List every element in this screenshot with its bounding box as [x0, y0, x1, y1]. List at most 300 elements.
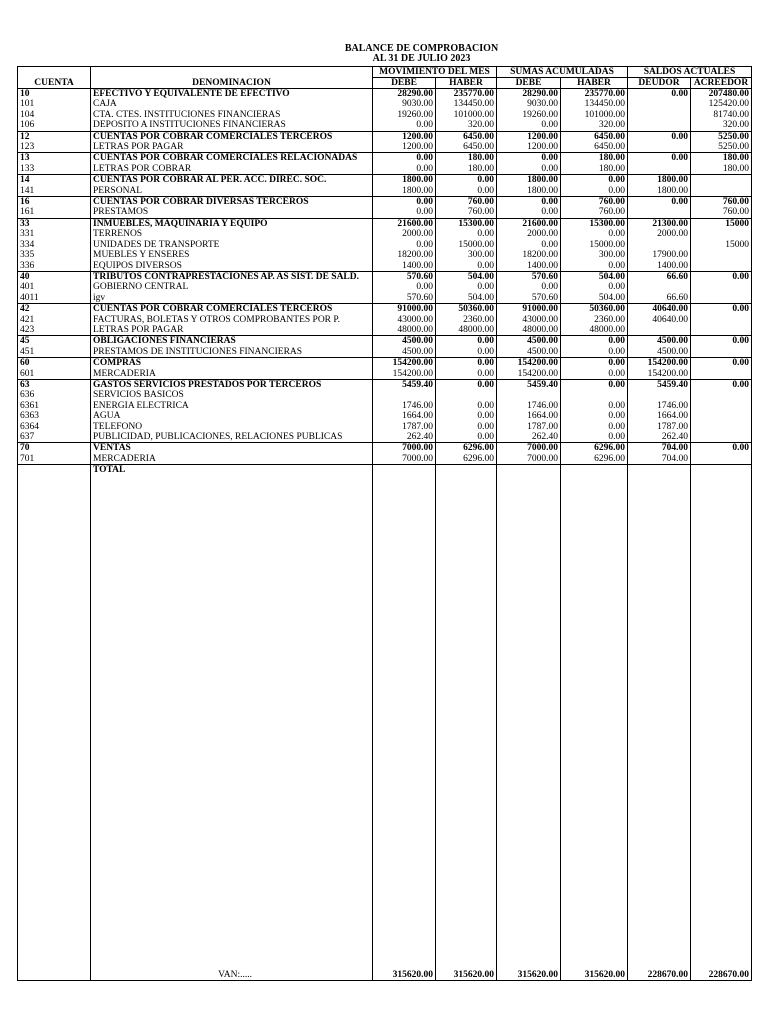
- sum-debe-cell: 1746.00: [497, 401, 561, 411]
- deudor-cell: 5459.40: [628, 379, 691, 390]
- table-row: [18, 379, 752, 390]
- cuenta-cell: 14: [18, 175, 91, 186]
- sum-debe-cell: 0.00: [497, 120, 561, 131]
- denominacion-cell: CAJA: [91, 99, 373, 109]
- sum-debe-cell: 1787.00: [497, 422, 561, 432]
- table-row: [18, 282, 752, 292]
- sum-haber-cell: 0.00: [561, 369, 628, 380]
- deudor-cell: [628, 99, 691, 109]
- sum-debe-cell: 43000.00: [497, 315, 561, 325]
- deudor-cell: 154200.00: [628, 358, 691, 369]
- denominacion-cell: CUENTAS POR COBRAR DIVERSAS TERCEROS: [91, 197, 373, 208]
- sum-debe-cell: 1800.00: [497, 186, 561, 197]
- cuenta-cell: 335: [18, 250, 91, 260]
- acreedor-cell: [691, 422, 752, 432]
- mov-haber-cell: 0.00: [436, 175, 497, 186]
- cuenta-cell: 70: [18, 443, 91, 454]
- deudor-cell: 1664.00: [628, 411, 691, 421]
- sum-debe-cell: 9030.00: [497, 99, 561, 109]
- mov-debe-cell: 570.60: [373, 293, 436, 304]
- table-row: [18, 454, 752, 465]
- table-row: [18, 336, 752, 347]
- sum-haber-cell: 0.00: [561, 358, 628, 369]
- cuenta-cell: 12: [18, 131, 91, 142]
- sum-haber-cell: [561, 465, 628, 476]
- denominacion-cell: igv: [91, 293, 373, 304]
- col-header-denominacion: DENOMINACION: [91, 67, 373, 89]
- sum-debe-cell: 48000.00: [497, 325, 561, 336]
- cuenta-cell: 141: [18, 186, 91, 197]
- mov-debe-cell: 0.00: [373, 240, 436, 250]
- mov-debe-cell: [373, 390, 436, 400]
- cuenta-cell: 13: [18, 153, 91, 164]
- table-row: [18, 250, 752, 260]
- denominacion-cell: PRESTAMOS: [91, 207, 373, 218]
- mov-haber-cell: 101000.00: [436, 110, 497, 120]
- mov-haber-cell: 0.00: [436, 336, 497, 347]
- mov-debe-cell: [373, 465, 436, 476]
- mov-debe-cell: 43000.00: [373, 315, 436, 325]
- sum-haber-cell: 6296.00: [561, 454, 628, 465]
- sum-haber-cell: 0.00: [561, 175, 628, 186]
- cuenta-cell: 106: [18, 120, 91, 131]
- mov-debe-cell: 154200.00: [373, 369, 436, 380]
- acreedor-cell: 0.00: [691, 443, 752, 454]
- deudor-cell: 704.00: [628, 454, 691, 465]
- acreedor-cell: [691, 229, 752, 239]
- col-header-movimiento: MOVIMIENTO DEL MES: [373, 67, 497, 78]
- acreedor-cell: [691, 325, 752, 336]
- denominacion-cell: PRESTAMOS DE INSTITUCIONES FINANCIERAS: [91, 347, 373, 358]
- acreedor-cell: [691, 175, 752, 186]
- table-row: [18, 304, 752, 315]
- sum-debe-cell: 154200.00: [497, 369, 561, 380]
- mov-debe-cell: 0.00: [373, 120, 436, 131]
- sum-debe-cell: 4500.00: [497, 336, 561, 347]
- sum-haber-cell: 760.00: [561, 207, 628, 218]
- sum-debe-cell: 2000.00: [497, 229, 561, 239]
- mov-debe-cell: 1400.00: [373, 261, 436, 272]
- sum-haber-cell: 320.00: [561, 120, 628, 131]
- acreedor-cell: [691, 369, 752, 380]
- table-row: [18, 261, 752, 272]
- table-row: [18, 89, 752, 100]
- sum-haber-cell: 0.00: [561, 261, 628, 272]
- report-subtitle: AL 31 DE JULIO 2023: [372, 53, 471, 64]
- van-label: VAN:.....: [91, 970, 373, 981]
- mov-debe-cell: 1200.00: [373, 142, 436, 153]
- acreedor-cell: 320.00: [691, 120, 752, 131]
- col-header-sum-debe: DEBE: [497, 78, 561, 89]
- denominacion-cell: MERCADERIA: [91, 369, 373, 380]
- acreedor-cell: 760.00: [691, 197, 752, 208]
- mov-debe-cell: 1200.00: [373, 131, 436, 142]
- denominacion-cell: CUENTAS POR COBRAR COMERCIALES RELACIONADAS: [91, 153, 373, 164]
- table-row: [18, 186, 752, 197]
- deudor-cell: [628, 142, 691, 153]
- mov-haber-cell: 760.00: [436, 207, 497, 218]
- mov-debe-cell: 0.00: [373, 207, 436, 218]
- mov-debe-cell: 4500.00: [373, 336, 436, 347]
- deudor-cell: 66.60: [628, 293, 691, 304]
- mov-debe-cell: 0.00: [373, 282, 436, 292]
- mov-haber-cell: 760.00: [436, 197, 497, 208]
- acreedor-cell: [691, 401, 752, 411]
- table-row: [18, 293, 752, 304]
- denominacion-cell: LETRAS POR PAGAR: [91, 325, 373, 336]
- mov-haber-cell: 15000.00: [436, 240, 497, 250]
- sum-haber-cell: 0.00: [561, 401, 628, 411]
- table-row: [18, 369, 752, 380]
- table-row: [18, 358, 752, 369]
- van-mov-debe-cell: 315620.00: [373, 970, 436, 981]
- sum-haber-cell: [561, 390, 628, 400]
- sum-debe-cell: 0.00: [497, 207, 561, 218]
- deudor-cell: [628, 465, 691, 476]
- cuenta-cell: 133: [18, 164, 91, 175]
- mov-haber-cell: 300.00: [436, 250, 497, 260]
- acreedor-cell: 0.00: [691, 379, 752, 390]
- sum-debe-cell: 262.40: [497, 432, 561, 443]
- denominacion-cell: MERCADERIA: [91, 454, 373, 465]
- sum-haber-cell: 134450.00: [561, 99, 628, 109]
- mov-debe-cell: 91000.00: [373, 304, 436, 315]
- filler-cell: [91, 476, 373, 970]
- col-header-deudor: DEUDOR: [628, 78, 691, 89]
- sum-debe-cell: 570.60: [497, 271, 561, 282]
- acreedor-cell: 0.00: [691, 358, 752, 369]
- acreedor-cell: [691, 411, 752, 421]
- sum-debe-cell: 1200.00: [497, 131, 561, 142]
- filler-cell: [18, 476, 91, 970]
- sum-haber-cell: 0.00: [561, 379, 628, 390]
- acreedor-cell: [691, 347, 752, 358]
- acreedor-cell: 15000: [691, 240, 752, 250]
- mov-haber-cell: 0.00: [436, 347, 497, 358]
- acreedor-cell: [691, 261, 752, 272]
- col-header-saldos: SALDOS ACTUALES: [628, 67, 752, 78]
- deudor-cell: 2000.00: [628, 229, 691, 239]
- deudor-cell: 40640.00: [628, 304, 691, 315]
- cuenta-cell: 42: [18, 304, 91, 315]
- table-row: [18, 99, 752, 109]
- filler-cell: [497, 476, 561, 970]
- deudor-cell: [628, 110, 691, 120]
- denominacion-cell: LETRAS POR PAGAR: [91, 142, 373, 153]
- sum-haber-cell: 0.00: [561, 282, 628, 292]
- cuenta-cell: 40: [18, 271, 91, 282]
- deudor-cell: [628, 120, 691, 131]
- sum-haber-cell: 760.00: [561, 197, 628, 208]
- sum-haber-cell: 0.00: [561, 432, 628, 443]
- table-row: [18, 325, 752, 336]
- table-row: [18, 422, 752, 432]
- van-sum-debe-cell: 315620.00: [497, 970, 561, 981]
- col-header-mov-haber: HABER: [436, 78, 497, 89]
- mov-haber-cell: 0.00: [436, 422, 497, 432]
- report-title: BALANCE DE COMPROBACION: [344, 43, 499, 54]
- acreedor-cell: 125420.00: [691, 99, 752, 109]
- sum-haber-cell: 0.00: [561, 186, 628, 197]
- mov-debe-cell: 0.00: [373, 164, 436, 175]
- mov-debe-cell: 1800.00: [373, 175, 436, 186]
- deudor-cell: 4500.00: [628, 347, 691, 358]
- sum-debe-cell: 5459.40: [497, 379, 561, 390]
- cuenta-cell: 123: [18, 142, 91, 153]
- deudor-cell: 1787.00: [628, 422, 691, 432]
- mov-debe-cell: 1787.00: [373, 422, 436, 432]
- sum-debe-cell: 154200.00: [497, 358, 561, 369]
- mov-debe-cell: 48000.00: [373, 325, 436, 336]
- filler-cell: [628, 476, 691, 970]
- mov-haber-cell: 15300.00: [436, 218, 497, 229]
- mov-haber-cell: 6450.00: [436, 142, 497, 153]
- sum-haber-cell: 2360.00: [561, 315, 628, 325]
- mov-haber-cell: 0.00: [436, 411, 497, 421]
- van-sum-haber-cell: 315620.00: [561, 970, 628, 981]
- cuenta-cell: 63: [18, 379, 91, 390]
- denominacion-cell: SERVICIOS BASICOS: [91, 390, 373, 400]
- sum-debe-cell: 7000.00: [497, 454, 561, 465]
- acreedor-cell: 0.00: [691, 271, 752, 282]
- deudor-cell: 1800.00: [628, 175, 691, 186]
- denominacion-cell: ENERGIA ELECTRICA: [91, 401, 373, 411]
- denominacion-cell: PERSONAL: [91, 186, 373, 197]
- mov-debe-cell: 0.00: [373, 197, 436, 208]
- sum-haber-cell: 15000.00: [561, 240, 628, 250]
- table-row: [18, 390, 752, 400]
- sum-debe-cell: 21600.00: [497, 218, 561, 229]
- denominacion-cell: OBLIGACIONES FINANCIERAS: [91, 336, 373, 347]
- table-row: [18, 465, 752, 476]
- table-row: [18, 411, 752, 421]
- sum-haber-cell: 180.00: [561, 153, 628, 164]
- mov-debe-cell: 19260.00: [373, 110, 436, 120]
- col-header-sum-haber: HABER: [561, 78, 628, 89]
- mov-debe-cell: 4500.00: [373, 347, 436, 358]
- deudor-cell: [628, 390, 691, 400]
- acreedor-cell: [691, 390, 752, 400]
- sum-haber-cell: 180.00: [561, 164, 628, 175]
- mov-haber-cell: 235770.00: [436, 89, 497, 100]
- sum-debe-cell: 7000.00: [497, 443, 561, 454]
- deudor-cell: 1400.00: [628, 261, 691, 272]
- sum-debe-cell: 18200.00: [497, 250, 561, 260]
- denominacion-cell: GASTOS SERVICIOS PRESTADOS POR TERCEROS: [91, 379, 373, 390]
- sum-haber-cell: 6450.00: [561, 131, 628, 142]
- acreedor-cell: [691, 282, 752, 292]
- cuenta-cell: 6361: [18, 401, 91, 411]
- mov-haber-cell: 0.00: [436, 369, 497, 380]
- cuenta-cell: 10: [18, 89, 91, 100]
- mov-haber-cell: 0.00: [436, 282, 497, 292]
- mov-haber-cell: 180.00: [436, 153, 497, 164]
- mov-haber-cell: 0.00: [436, 229, 497, 239]
- cuenta-cell: 16: [18, 197, 91, 208]
- deudor-cell: 66.60: [628, 271, 691, 282]
- denominacion-cell: EFECTIVO Y EQUIVALENTE DE EFECTIVO: [91, 89, 373, 100]
- sum-debe-cell: 0.00: [497, 164, 561, 175]
- cuenta-cell: 637: [18, 432, 91, 443]
- table-row: [18, 110, 752, 120]
- mov-haber-cell: 0.00: [436, 261, 497, 272]
- table-row: [18, 175, 752, 186]
- acreedor-cell: 180.00: [691, 164, 752, 175]
- mov-haber-cell: 0.00: [436, 379, 497, 390]
- acreedor-cell: 180.00: [691, 153, 752, 164]
- mov-debe-cell: 1800.00: [373, 186, 436, 197]
- sum-haber-cell: 0.00: [561, 336, 628, 347]
- cuenta-cell: 331: [18, 229, 91, 239]
- sum-debe-cell: 570.60: [497, 293, 561, 304]
- van-deudor-cell: 228670.00: [628, 970, 691, 981]
- table-row: [18, 271, 752, 282]
- sum-haber-cell: 6450.00: [561, 142, 628, 153]
- deudor-cell: 0.00: [628, 131, 691, 142]
- filler-cell: [373, 476, 436, 970]
- sum-debe-cell: 91000.00: [497, 304, 561, 315]
- table-row: [18, 197, 752, 208]
- sum-debe-cell: 1800.00: [497, 175, 561, 186]
- sum-haber-cell: 504.00: [561, 271, 628, 282]
- mov-debe-cell: 1746.00: [373, 401, 436, 411]
- table-row: [18, 347, 752, 358]
- cuenta-cell: 423: [18, 325, 91, 336]
- acreedor-cell: 760.00: [691, 207, 752, 218]
- mov-debe-cell: 1664.00: [373, 411, 436, 421]
- acreedor-cell: [691, 250, 752, 260]
- mov-debe-cell: 0.00: [373, 153, 436, 164]
- denominacion-cell: TERRENOS: [91, 229, 373, 239]
- mov-debe-cell: 9030.00: [373, 99, 436, 109]
- table-row: [18, 153, 752, 164]
- filler-cell: [691, 476, 752, 970]
- denominacion-cell: VENTAS: [91, 443, 373, 454]
- acreedor-cell: 5250.00: [691, 142, 752, 153]
- deudor-cell: 704.00: [628, 443, 691, 454]
- mov-debe-cell: 2000.00: [373, 229, 436, 239]
- cuenta-cell: 401: [18, 282, 91, 292]
- table-row: [18, 207, 752, 218]
- van-acreedor-cell: 228670.00: [691, 970, 752, 981]
- cuenta-cell: 6363: [18, 411, 91, 421]
- sum-haber-cell: 101000.00: [561, 110, 628, 120]
- deudor-cell: [628, 164, 691, 175]
- acreedor-cell: [691, 454, 752, 465]
- sum-debe-cell: 0.00: [497, 282, 561, 292]
- sum-debe-cell: [497, 390, 561, 400]
- denominacion-cell: AGUA: [91, 411, 373, 421]
- cuenta-cell: 636: [18, 390, 91, 400]
- deudor-cell: 17900.00: [628, 250, 691, 260]
- mov-haber-cell: 48000.00: [436, 325, 497, 336]
- table-row: [18, 315, 752, 325]
- balance-rows: [18, 89, 752, 981]
- col-header-acreedor: ACREEDOR: [691, 78, 752, 89]
- mov-debe-cell: 28290.00: [373, 89, 436, 100]
- sum-haber-cell: 0.00: [561, 229, 628, 239]
- acreedor-cell: [691, 315, 752, 325]
- mov-debe-cell: 21600.00: [373, 218, 436, 229]
- mov-haber-cell: [436, 390, 497, 400]
- mov-haber-cell: 6450.00: [436, 131, 497, 142]
- denominacion-cell: CTA. CTES. INSTITUCIONES FINANCIERAS: [91, 110, 373, 120]
- denominacion-cell: CUENTAS POR COBRAR COMERCIALES TERCEROS: [91, 131, 373, 142]
- van-blank-cell: [18, 970, 91, 981]
- mov-haber-cell: 134450.00: [436, 99, 497, 109]
- deudor-cell: 154200.00: [628, 369, 691, 380]
- denominacion-cell: CUENTAS POR COBRAR AL PER. ACC. DIREC. SOC.: [91, 175, 373, 186]
- cuenta-cell: [18, 465, 91, 476]
- deudor-cell: [628, 325, 691, 336]
- col-header-sumas: SUMAS ACUMULADAS: [497, 67, 628, 78]
- table-row: [18, 229, 752, 239]
- acreedor-cell: 0.00: [691, 336, 752, 347]
- mov-haber-cell: 320.00: [436, 120, 497, 131]
- denominacion-cell: FACTURAS, BOLETAS Y OTROS COMPROBANTES POR P.: [91, 315, 373, 325]
- deudor-cell: 21300.00: [628, 218, 691, 229]
- cuenta-cell: 6364: [18, 422, 91, 432]
- deudor-cell: 1800.00: [628, 186, 691, 197]
- cuenta-cell: 101: [18, 99, 91, 109]
- deudor-cell: 0.00: [628, 89, 691, 100]
- sum-haber-cell: 300.00: [561, 250, 628, 260]
- mov-haber-cell: 2360.00: [436, 315, 497, 325]
- denominacion-cell: CUENTAS POR COBRAR COMERCIALES TERCEROS: [91, 304, 373, 315]
- van-total-row: [18, 970, 752, 981]
- sum-debe-cell: 0.00: [497, 197, 561, 208]
- mov-haber-cell: 0.00: [436, 432, 497, 443]
- mov-debe-cell: 5459.40: [373, 379, 436, 390]
- table-row: [18, 218, 752, 229]
- table-row: [18, 164, 752, 175]
- sum-haber-cell: 0.00: [561, 422, 628, 432]
- mov-debe-cell: 18200.00: [373, 250, 436, 260]
- sum-debe-cell: 1400.00: [497, 261, 561, 272]
- denominacion-cell: TOTAL: [91, 465, 373, 476]
- denominacion-cell: TELEFONO: [91, 422, 373, 432]
- denominacion-cell: PUBLICIDAD, PUBLICACIONES, RELACIONES PUBLICAS: [91, 432, 373, 443]
- deudor-cell: 4500.00: [628, 336, 691, 347]
- cuenta-cell: 334: [18, 240, 91, 250]
- col-header-mov-debe: DEBE: [373, 78, 436, 89]
- cuenta-cell: 336: [18, 261, 91, 272]
- sum-debe-cell: 19260.00: [497, 110, 561, 120]
- sum-haber-cell: 235770.00: [561, 89, 628, 100]
- table-row: [18, 131, 752, 142]
- table-row: [18, 401, 752, 411]
- cuenta-cell: 104: [18, 110, 91, 120]
- sum-haber-cell: 0.00: [561, 347, 628, 358]
- denominacion-cell: EQUIPOS DIVERSOS: [91, 261, 373, 272]
- cuenta-cell: 701: [18, 454, 91, 465]
- sum-haber-cell: 15300.00: [561, 218, 628, 229]
- deudor-cell: [628, 240, 691, 250]
- deudor-cell: 0.00: [628, 153, 691, 164]
- mov-debe-cell: 262.40: [373, 432, 436, 443]
- mov-haber-cell: 50360.00: [436, 304, 497, 315]
- table-row: [18, 142, 752, 153]
- mov-haber-cell: 180.00: [436, 164, 497, 175]
- col-header-cuenta: CUENTA: [18, 67, 91, 89]
- cuenta-cell: 33: [18, 218, 91, 229]
- cuenta-cell: 45: [18, 336, 91, 347]
- mov-debe-cell: 7000.00: [373, 443, 436, 454]
- denominacion-cell: UNIDADES DE TRANSPORTE: [91, 240, 373, 250]
- balance-table: [17, 66, 752, 981]
- deudor-cell: 1746.00: [628, 401, 691, 411]
- table-row: [18, 240, 752, 250]
